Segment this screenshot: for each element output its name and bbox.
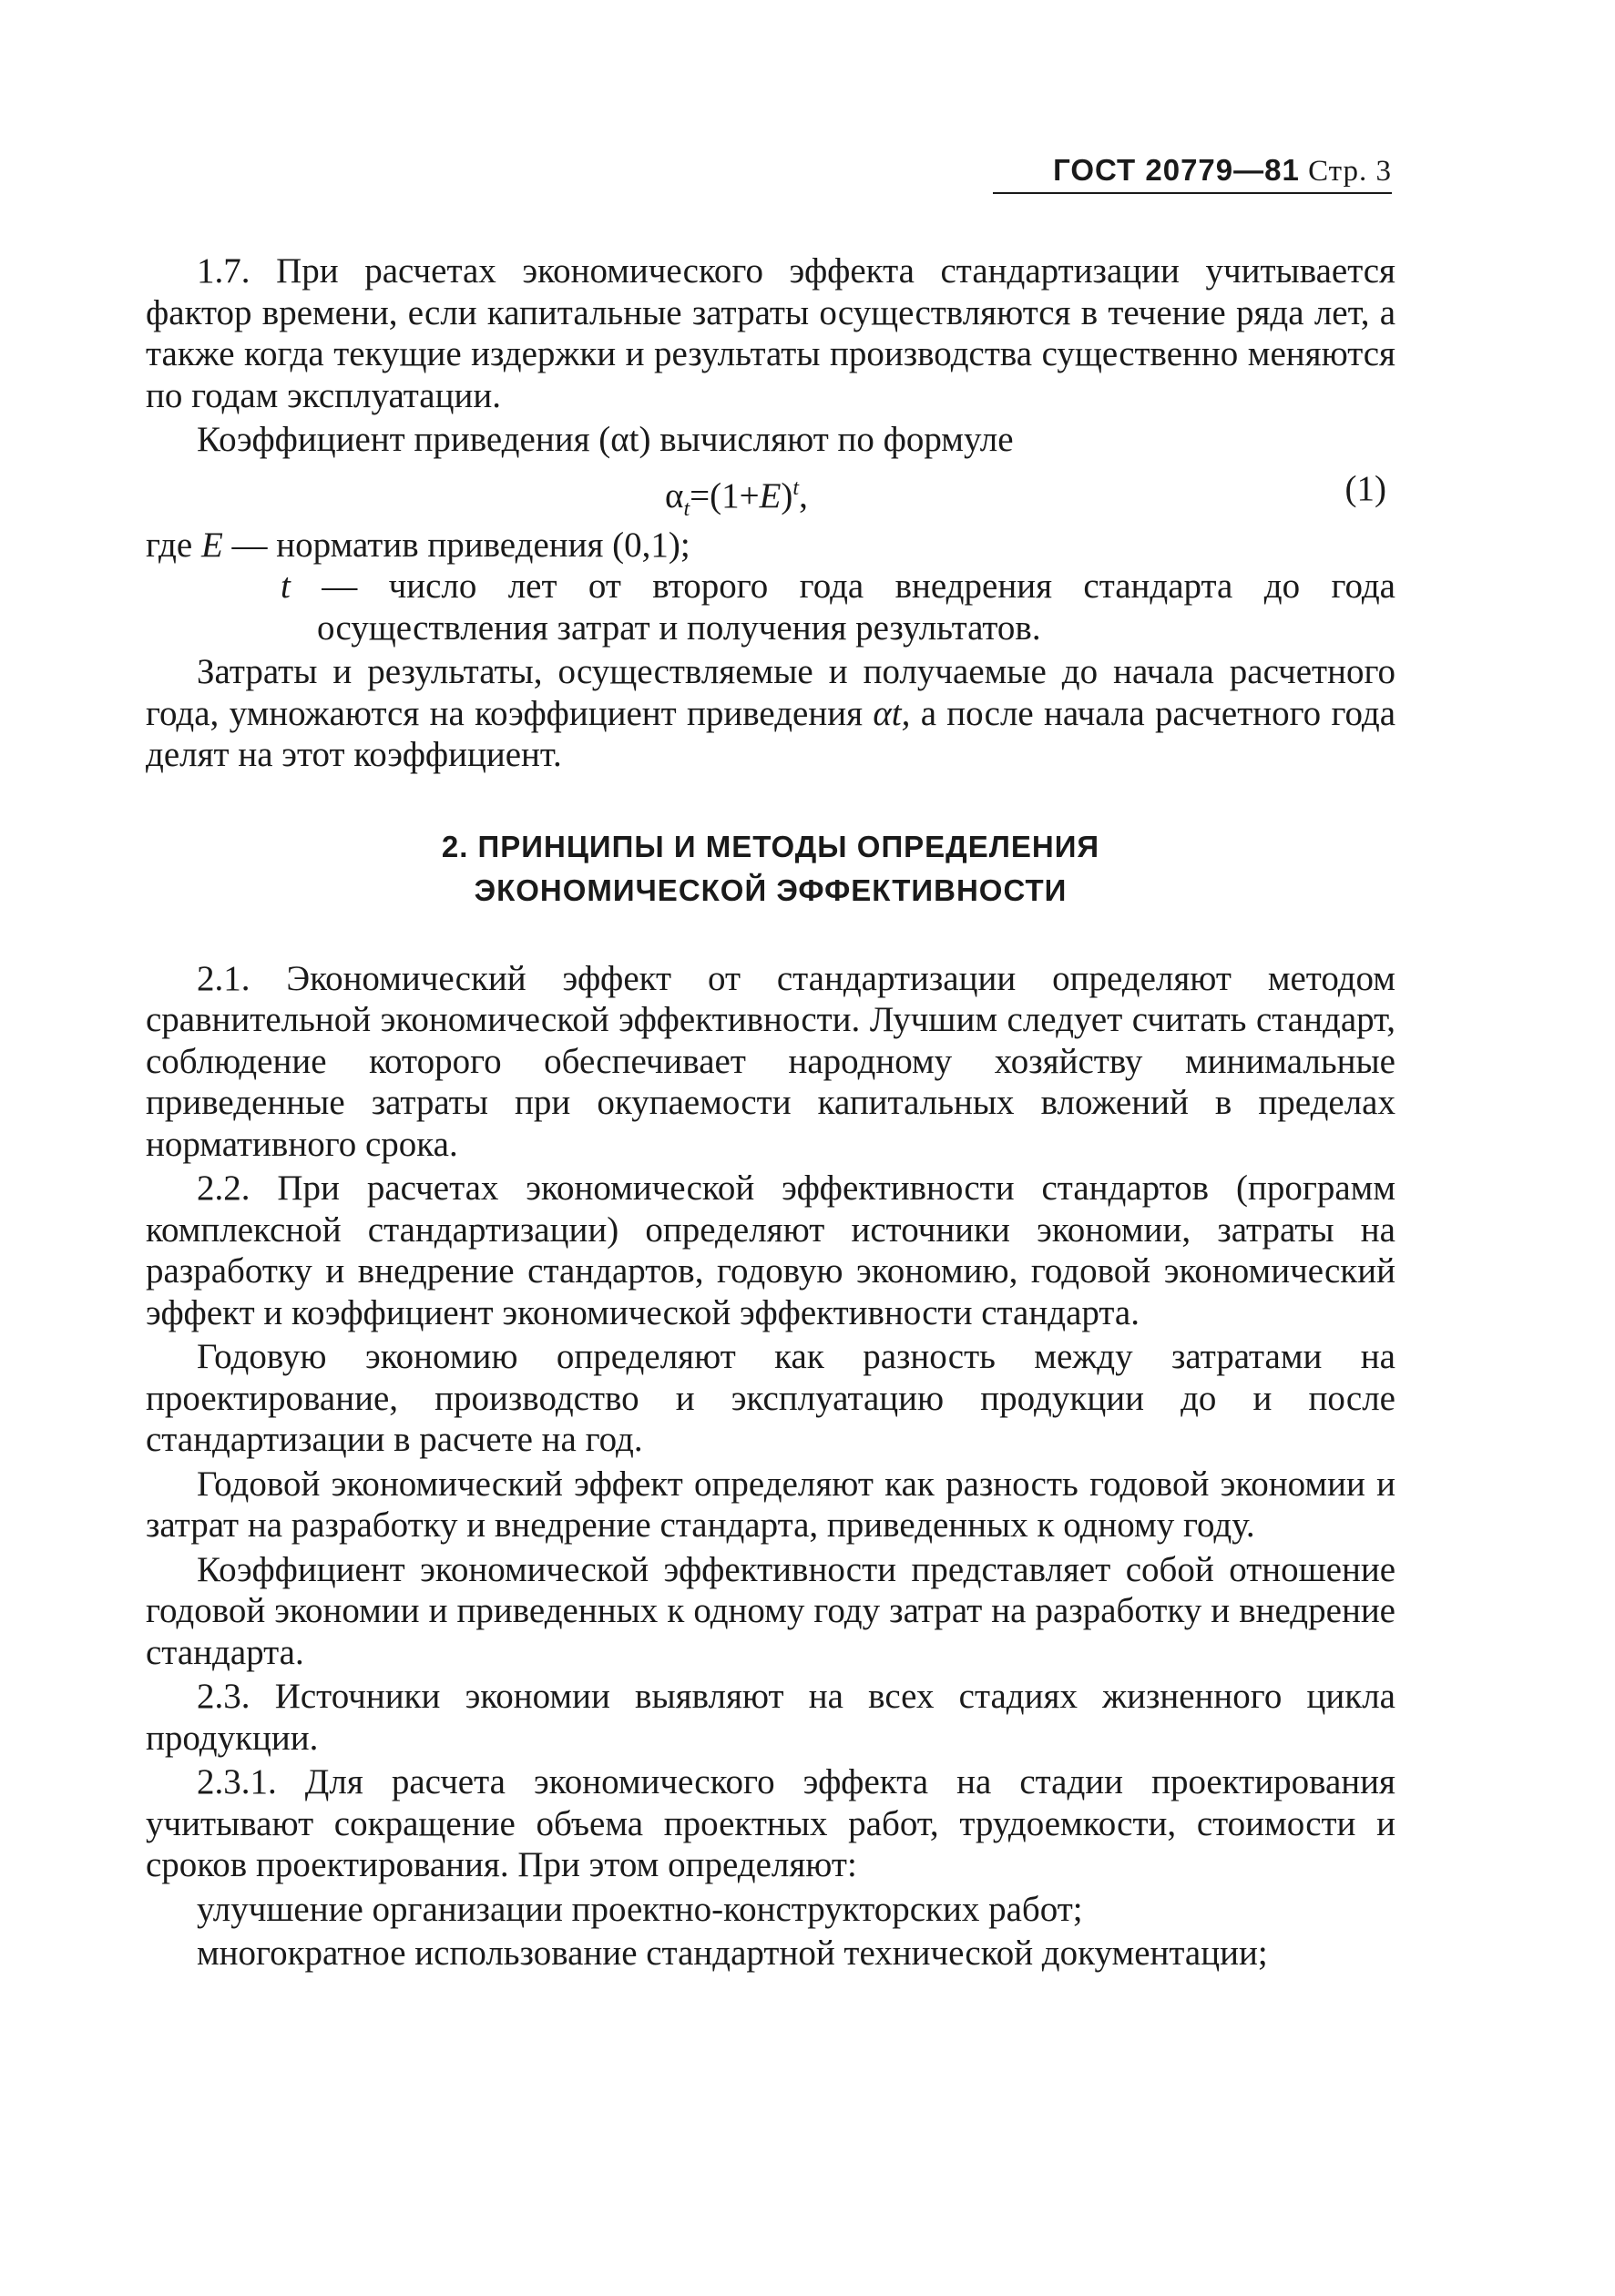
document-body xyxy=(146,250,1395,1975)
list-item: улучшение организации проектно-конструкторских работ; xyxy=(197,1889,1083,1929)
formula-tail: , xyxy=(799,475,808,515)
section-title-line-2: ЭКОНОМИЧЕСКОЙ ЭФФЕКТИВНОСТИ xyxy=(474,872,1068,907)
where-e-text: — норматив приведения (0,1); xyxy=(231,525,690,565)
where-t-symbol: t xyxy=(281,566,291,606)
section-title-line-1: 2. ПРИНЦИПЫ И МЕТОДЫ ОПРЕДЕЛЕНИЯ xyxy=(441,829,1100,863)
annual-saving-paragraph: Годовую экономию определяют как разность между затратами на проектирование, производство и эксплуатацию продукции до и после стандартизации в расчете на год. xyxy=(146,1337,1395,1459)
page-number: Стр. 3 xyxy=(1308,155,1392,188)
paragraph-2-3: 2.3. Источники экономии выявляют на всех стадиях жизненного цикла продукции. xyxy=(146,1677,1395,1758)
coefficient-paragraph: Коэффициент экономической эффективности представляет собой отношение годовой экономии и приведенных к одному году затрат на разработку и внедрение стандарта. xyxy=(146,1549,1395,1672)
formula-exponent: t xyxy=(792,475,800,500)
coefficient-intro: Коэффициент приведения (αt) вычисляют по формуле xyxy=(197,420,1014,459)
costs-results-paragraph xyxy=(146,651,1395,776)
formula-alpha: α xyxy=(665,475,684,515)
paragraph-2-2: 2.2. При расчетах экономической эффективности стандартов (программ комплексной стандартизации) определяют источники экономии, затраты на разработку и внедрение стандартов, годовую экономию, годовой экономический эффект и коэффициент экономической эффективности стандарта. xyxy=(146,1168,1395,1332)
costs-text-2: а после начала расчетного года делят на этот коэффициент. xyxy=(146,693,1396,774)
standard-number: ГОСТ 20779—81 xyxy=(1053,153,1300,187)
formula xyxy=(665,468,808,530)
paragraph-2-3-1: 2.3.1. Для расчета экономического эффекта на стадии проектирования учитывают сокращение объема проектных работ, трудоемкости, стоимости и сроков проектирования. При этом определяют: xyxy=(146,1762,1395,1884)
paragraph-2-1: 2.1. Экономический эффект от стандартизации определяют методом сравнительной экономической эффективности. Лучшим следует считать стандарт, соблюдение которого обеспечивает народному хозяйству минимальные приведенные затраты при окупаемости капитальных вложений в пределах нормативного срока. xyxy=(146,958,1395,1164)
section-2-title xyxy=(146,825,1395,913)
annual-effect-paragraph: Годовой экономический эффект определяют как разность годовой экономии и затрат на разработку и внедрение стандарта, приведенных к одному году. xyxy=(146,1464,1395,1545)
where-e-symbol: E xyxy=(200,525,223,565)
paragraph-1-7: 1.7. При расчетах экономического эффекта стандартизации учитывается фактор времени, если капитальные затраты осуществляются в течение ряда лет, а также когда текущие издержки и результаты производства существенно меняются по годам эксплуатации. xyxy=(146,251,1395,415)
formula-subscript: t xyxy=(683,496,690,521)
where-e-definition xyxy=(146,525,1395,566)
formula-e: E xyxy=(759,475,782,515)
page-header xyxy=(993,153,1392,194)
where-t-text: — число лет от второго года внедрения стандарта до года осуществления затрат и получения результатов. xyxy=(317,566,1395,648)
formula-middle: =(1+ xyxy=(690,475,760,515)
formula-row xyxy=(146,464,1395,519)
costs-text-1: Затраты и результаты, осуществляемые и получаемые до начала расчетного года, умножаются на коэффициент приведения xyxy=(146,652,1395,733)
costs-symbol: αt, xyxy=(873,693,911,733)
list-item: многократное использование стандартной технической документации; xyxy=(197,1934,1268,1973)
equation-number: (1) xyxy=(1344,468,1386,508)
where-t-definition xyxy=(281,566,1395,648)
where-prefix: где xyxy=(146,525,193,565)
formula-close: ) xyxy=(781,475,793,515)
